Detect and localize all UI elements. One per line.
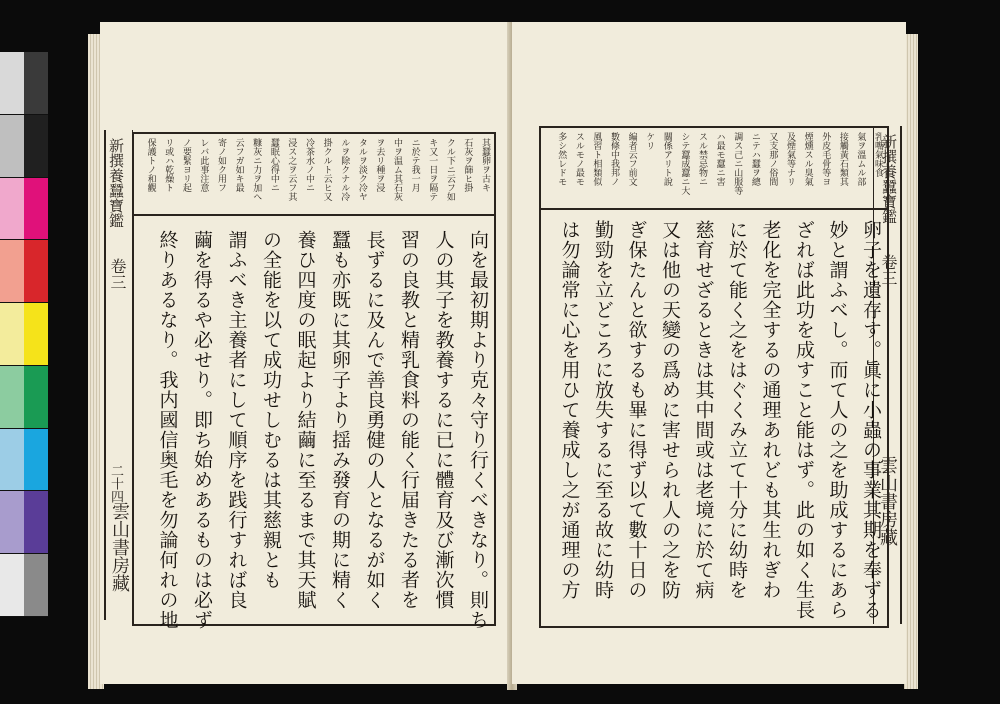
text-column: は勿論常に心を用ひて養成し之が通理の方 (558, 220, 581, 600)
color-swatch (24, 52, 48, 115)
color-swatch (24, 115, 48, 178)
right-headnotes (541, 128, 887, 210)
headnote-column: 及煙氣等ナリ (785, 132, 795, 186)
headnote-column: シテ蠶成蠶ニ大 (679, 132, 690, 195)
text-column: 謂ふべき主養者にして順序を践行すれば良 (225, 230, 248, 610)
color-swatch (24, 429, 48, 492)
left-page-folio: 二十四 (108, 464, 123, 503)
headnote-column: 糠灰ニ力ヲ加へ (251, 138, 262, 201)
headnote-column: 又支那ノ俗間 (767, 132, 778, 186)
text-column: ぎ保たんと欲するも畢に得ず以て數十日の (625, 220, 648, 600)
right-margin-volume: 卷三 (879, 254, 898, 286)
right-margin-publisher: 雲山書房藏 (877, 456, 898, 546)
headnote-column: 風習ト相類似 (591, 132, 602, 186)
left-margin-title: 新撰養蠶寶鑑 (107, 138, 125, 228)
headnote-column: クル下ニ云フ如 (444, 138, 455, 201)
headnote-column: 編者云フ前文 (626, 132, 637, 186)
text-column: 蠶も亦既に其卵子より揺み發育の期に精く (329, 230, 351, 610)
headnote-column: 氣ヲ溫ムル部 (855, 132, 866, 186)
text-column: 終りあるなり。我内國信奥毛を勿論何れの地 (156, 230, 179, 630)
right-page (512, 22, 906, 684)
color-calibration-bar (0, 52, 48, 617)
headnote-column: ニテハ蠶ヲ總 (749, 132, 760, 186)
headnote-column: 煙燻スル臭氣 (802, 132, 813, 186)
text-column: 向を最初期より克々守り行くべきなり。則ち (467, 230, 489, 630)
color-swatch (0, 115, 24, 178)
headnote-column: キ又一日ヲ隔テ (427, 138, 438, 201)
text-column: 人の其子を教養するに已に體育及び漸次慣 (432, 230, 455, 610)
headnote-column: 保護トノ和觀 (145, 138, 156, 192)
headnote-column: 外皮毛骨等ヨ (820, 132, 831, 186)
left-margin-volume: 卷三 (108, 258, 127, 290)
color-swatch (0, 240, 24, 303)
headnote-column: 接觸黃石類其 (837, 132, 848, 186)
text-column: 養ひ四度の眠起より結繭に至るまで其天賦 (294, 230, 317, 610)
text-column: 妙と謂ふべし。而て人の之を助成するにあら (826, 220, 849, 620)
color-swatch (24, 240, 48, 303)
text-column: 勤勁を立どころに放失するに至る故に幼時 (592, 220, 614, 600)
open-book (88, 22, 918, 694)
left-margin-band (104, 130, 133, 620)
color-swatch (0, 178, 24, 241)
headnote-column: 調ス己ニ山服等 (732, 132, 743, 195)
color-swatch (24, 178, 48, 241)
color-swatch (0, 52, 24, 115)
color-swatch (0, 366, 24, 429)
headnote-column: 云フガ如キ最 (233, 138, 244, 192)
headnote-column: 其蠶卵ヲ古キ (480, 138, 490, 192)
headnote-column: 關係アリト說 (661, 132, 672, 186)
headnote-column: スル禁忌物ニ (697, 132, 707, 186)
text-column: 長ずるに及んで善良勇健の人となるが如く (363, 230, 386, 610)
color-swatch (24, 554, 48, 617)
headnote-column: 乳嘴氣味食 (873, 132, 883, 177)
headnote-column: 石灰ヲ篩ヒ掛 (462, 138, 473, 192)
color-swatch (0, 303, 24, 366)
color-swatch (0, 491, 24, 554)
headnote-column: ノ要緊ヨリ起 (180, 138, 191, 192)
headnote-column: 數條中我邦ノ (609, 132, 619, 186)
text-column: 慈育せざるときは其中間或は老境に於て病 (692, 220, 715, 600)
color-swatch (24, 491, 48, 554)
headnote-column: ケリ (644, 132, 655, 150)
left-margin-publisher: 雲山書房藏 (109, 502, 130, 592)
text-column: 繭を得るや必せり。即ち始めあるものは必ず (191, 230, 213, 630)
left-text-frame (132, 132, 496, 630)
text-column: 老化を完全するの通理あれども其生れぎわ (759, 220, 782, 600)
headnote-column: 多シ然レドモ (556, 132, 567, 186)
headnote-column: タルヲ淡ク冷ヤ (356, 138, 367, 201)
text-column: ざれば此功を成すこと能はず。此の如く生長 (793, 220, 815, 620)
headnote-column: ルヲ除クナル冷 (339, 138, 350, 201)
text-column: 又は他の天變の爲めに害せられ人の之を防 (659, 220, 681, 600)
left-page (100, 22, 510, 684)
color-swatch (24, 303, 48, 366)
right-text-frame (539, 126, 889, 628)
text-column: の全能を以て成功せしむるは其慈親とも (260, 230, 282, 590)
headnote-column: レバ此事注意 (198, 138, 209, 192)
headnote-column: 寄ノ如ク用フ (216, 138, 226, 192)
headnote-column: ニ於テ我一月 (409, 138, 420, 192)
color-swatch (24, 366, 48, 429)
headnote-column: 蠶眠心得中ニ (268, 138, 279, 192)
headnote-column: ヲ去リ種ヲ浸 (374, 138, 385, 192)
headnote-column: 浸ス之ヲ云フ其 (286, 138, 297, 201)
headnote-column: スルモノ最モ (573, 132, 584, 186)
headnote-column: 掛クルト云ヒ又 (321, 138, 332, 201)
color-swatch (0, 429, 24, 492)
text-column: 卵子を遺存す。眞に小蟲の事業其期を奉ずる (860, 220, 882, 620)
headnote-column: 中ヲ温ム其石灰 (392, 138, 402, 201)
headnote-column: リ或ハ乾燥ト (163, 138, 174, 192)
color-swatch (0, 554, 24, 617)
text-column: に於て能く之をはぐくみ立て十分に幼時を (726, 220, 748, 600)
text-column: 習の良教と精乳食料の能く行届きたる者を (398, 230, 420, 610)
right-margin-title: 新撰養蠶寶鑑 (880, 134, 898, 224)
headnote-column: 冷茶水ノ中ニ (304, 138, 314, 192)
headnote-column: ハ最モ蠶ニ害 (714, 132, 725, 186)
right-page-edges (904, 34, 918, 689)
left-headnotes (134, 134, 494, 216)
